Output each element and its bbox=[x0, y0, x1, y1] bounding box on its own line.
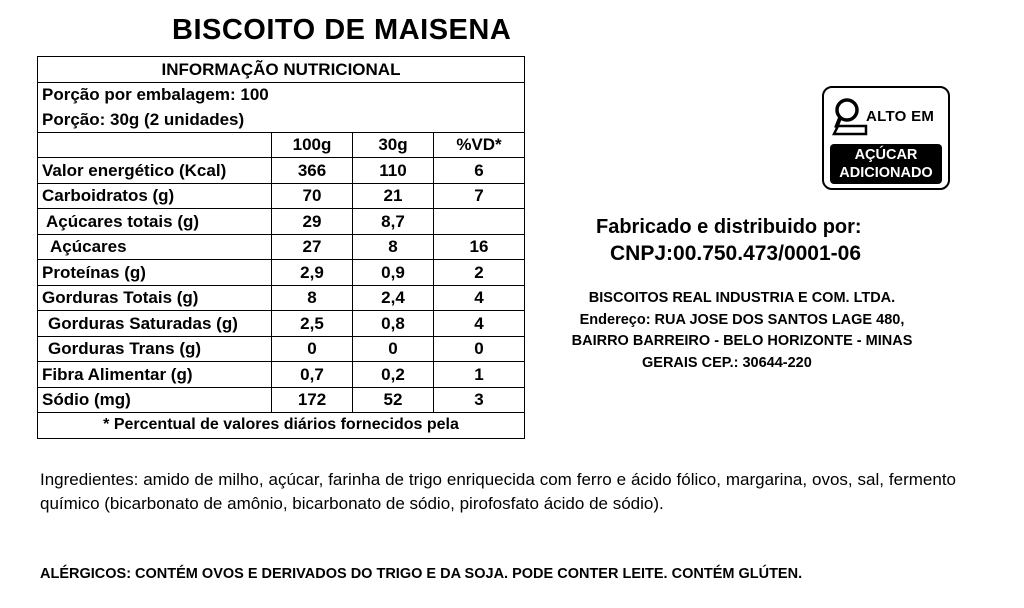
table-row bbox=[38, 209, 525, 235]
ingredients-text: Ingredientes: amido de milho, açúcar, farinha de trigo enriquecida com ferro e ácido fólico, margarina, ovos, sal, fermento químico (bicarbonato de amônio, bicarbonato de sódio, pirofosfato ácido de sódio). bbox=[40, 470, 956, 513]
row-value-100g: 2,5 bbox=[272, 311, 353, 337]
row-value-30g: 8,7 bbox=[353, 209, 434, 235]
row-label: Fibra Alimentar (g) bbox=[38, 362, 272, 388]
row-value-30g: 0,8 bbox=[353, 311, 434, 337]
row-value-100g: 2,9 bbox=[272, 260, 353, 286]
company-name: BISCOITOS REAL INDUSTRIA E COM. LTDA. bbox=[588, 290, 896, 306]
table-row bbox=[38, 387, 525, 413]
row-value-vd: 4 bbox=[434, 311, 525, 337]
row-value-100g: 366 bbox=[272, 158, 353, 184]
row-value-vd: 6 bbox=[434, 158, 525, 184]
table-row bbox=[38, 183, 525, 209]
row-value-vd: 16 bbox=[434, 234, 525, 260]
column-header-30g: 30g bbox=[353, 132, 434, 158]
row-value-vd: 7 bbox=[434, 183, 525, 209]
table-header: INFORMAÇÃO NUTRICIONAL bbox=[38, 57, 525, 83]
row-label: Gorduras Trans (g) bbox=[38, 336, 272, 362]
row-value-30g: 21 bbox=[353, 183, 434, 209]
seal-bottom-line2: ADICIONADO bbox=[839, 165, 933, 181]
seal-bottom-box bbox=[830, 144, 942, 184]
address-line: GERAIS CEP.: 30644-220 bbox=[642, 354, 812, 371]
column-header-label bbox=[38, 132, 272, 158]
product-title: BISCOITO DE MAISENA bbox=[172, 14, 512, 46]
manufacturer-details bbox=[546, 288, 938, 374]
seal-bottom-line1: AÇÚCAR bbox=[854, 147, 918, 163]
table-row bbox=[38, 234, 525, 260]
row-value-vd bbox=[434, 209, 525, 235]
row-label: Valor energético (Kcal) bbox=[38, 158, 272, 184]
column-header-row bbox=[38, 132, 525, 158]
row-value-100g: 0,7 bbox=[272, 362, 353, 388]
row-value-vd: 3 bbox=[434, 387, 525, 413]
row-value-100g: 172 bbox=[272, 387, 353, 413]
table-footnote: * Percentual de valores diários fornecidos pela bbox=[38, 413, 525, 439]
row-label: Açúcares bbox=[38, 234, 272, 260]
row-label: Gorduras Totais (g) bbox=[38, 285, 272, 311]
address-line: BAIRRO BARREIRO - BELO HORIZONTE - MINAS bbox=[571, 333, 913, 349]
row-value-30g: 0,9 bbox=[353, 260, 434, 286]
high-sugar-warning-seal bbox=[822, 86, 950, 190]
column-header-vd: %VD* bbox=[434, 132, 525, 158]
row-value-vd: 0 bbox=[434, 336, 525, 362]
row-value-30g: 52 bbox=[353, 387, 434, 413]
row-label: Sódio (mg) bbox=[38, 387, 272, 413]
row-value-30g: 0,2 bbox=[353, 362, 434, 388]
row-value-30g: 8 bbox=[353, 234, 434, 260]
table-row bbox=[38, 285, 525, 311]
row-value-100g: 8 bbox=[272, 285, 353, 311]
row-value-100g: 29 bbox=[272, 209, 353, 235]
row-value-30g: 110 bbox=[353, 158, 434, 184]
row-value-vd: 2 bbox=[434, 260, 525, 286]
address-line: Endereço: RUA JOSE DOS SANTOS LAGE 480, bbox=[579, 311, 905, 328]
table-row bbox=[38, 336, 525, 362]
row-value-30g: 2,4 bbox=[353, 285, 434, 311]
table-row bbox=[38, 158, 525, 184]
portions-per-package: Porção por embalagem: 100 bbox=[38, 82, 525, 107]
column-header-100g: 100g bbox=[272, 132, 353, 158]
row-value-100g: 0 bbox=[272, 336, 353, 362]
seal-top-text: ALTO EM bbox=[866, 108, 935, 125]
nutrition-table bbox=[37, 56, 525, 439]
table-row bbox=[38, 311, 525, 337]
row-label: Gorduras Saturadas (g) bbox=[38, 311, 272, 337]
row-value-vd: 1 bbox=[434, 362, 525, 388]
allergens-text: ALÉRGICOS: CONTÉM OVOS E DERIVADOS DO TRIGO E DA SOJA. PODE CONTER LEITE. CONTÉM GLÚTEN. bbox=[40, 566, 803, 582]
table-row bbox=[38, 260, 525, 286]
row-label: Açúcares totais (g) bbox=[38, 209, 272, 235]
row-label: Proteínas (g) bbox=[38, 260, 272, 286]
row-value-vd: 4 bbox=[434, 285, 525, 311]
manufacturer-cnpj: CNPJ:00.750.473/0001-06 bbox=[610, 242, 862, 265]
portion-size: Porção: 30g (2 unidades) bbox=[38, 107, 525, 132]
table-row bbox=[38, 362, 525, 388]
manufacturer-heading: Fabricado e distribuido por: bbox=[596, 216, 862, 238]
row-label: Carboidratos (g) bbox=[38, 183, 272, 209]
row-value-100g: 70 bbox=[272, 183, 353, 209]
row-value-30g: 0 bbox=[353, 336, 434, 362]
row-value-100g: 27 bbox=[272, 234, 353, 260]
